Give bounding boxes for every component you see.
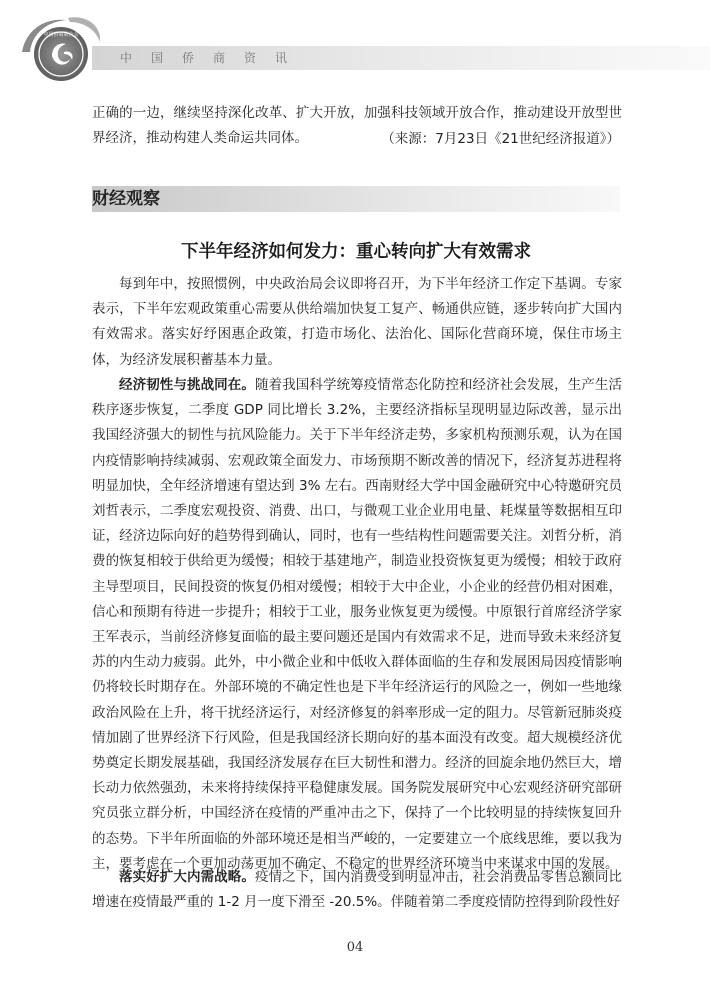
article-paragraph-2 [92, 373, 622, 877]
header-title: 中国侨商资讯 [120, 51, 307, 65]
article-title: 下半年经济如何发力：重心转向扩大有效需求 [181, 242, 531, 262]
section-band [92, 186, 620, 212]
paragraph-text: 每到年中，按照惯例，中央政治局会议即将召开，为下半年经济工作定下基调。专家表示，下半年宏观政策重心需要从供给端加快复工复产、畅通供应链，逐步转向扩大国内有效需求。落实好纾困惠企政策，打造市场化、法治化、国际化营商环境，保住市场主体，为经济发展积蓄基本力量。 [92, 276, 622, 368]
intro-paragraph: 正确的一边，继续坚持深化改革、扩大开放，加强科技领域开放合作，推动建设开放型世界经济，推动构建人类命运共同体。 [92, 105, 622, 147]
paragraph-lead: 经济韧性与挑战同在。 [119, 377, 255, 393]
paragraph-text: 随着我国科学统筹疫情常态化防控和经济社会发展，生产生活秩序逐步恢复，二季度 GDP 同比增长 3.2%，主要经济指标呈现明显边际改善，显示出我国经济强大的韧性与抗风险能力。关于下半年经济走势，多家机构预测乐观，认为在国内疫情影响持续减弱、宏观政策全面发力、市场预期不断改善的情况下，经济复苏进程将明显加快，全年经济增速有望达到 3% 左右。西南财经大学中国金融研究中心特邀研究员刘哲表示，二季度宏观投资、消费、出口，与微观工业企业用电量、耗煤量等数据相互印证，经济边际向好的趋势得到确认，同时，也有一些结构性问题需要关注。刘哲分析，消费的恢复相较于供给更为缓慢；相较于基建地产，制造业投资恢复更为缓慢；相较于政府主导型项目，民间投资的恢复仍相对缓慢；相较于大中企业，小企业的经营仍相对困难，信心和预期有待进一步提升；相较于工业，服务业恢复更为缓慢。中原银行首席经济学家王军表示，当前经济修复面临的最主要问题还是国内有效需求不足，进而导致未来经济复苏的内生动力疲弱。此外，中小微企业和中低收入群体面临的生存和发展困局因疫情影响仍将较长时期存在。外部环境的不确定性也是下半年经济运行的风险之一，例如一些地缘政治风险在上升，将干扰经济运行，对经济修复的斜率形成一定的阻力。尽管新冠肺炎疫情加剧了世界经济下行风险，但是我国经济长期向好的基本面没有改变。超大规模经济优势奠定长期发展基础，我国经济发展存在巨大韧性和潜力。经济的回旋余地仍然巨大，增长动力依然强劲，未来将持续保持平稳健康发展。国务院发展研究中心宏观经济研究部研究员张立群分析，中国经济在疫情的严重冲击之下，保持了一个比较明显的持续恢复回升的态势。下半年所面临的外部环境还是相当严峻的，一定要建立一个底线思维，要以我为主，要考虑在一个更加动荡更加不确定、不稳定的世界经济环境当中来谋求中国的发展。 [92, 377, 623, 872]
logo-text: 中国侨商联合会 [43, 32, 79, 38]
section-title: 财经观察 [92, 189, 160, 209]
intro-source: （来源：7月23日《21世纪经济报道》） [381, 131, 620, 147]
paragraph-lead: 落实好扩大内需战略。 [119, 869, 255, 885]
page-header [0, 0, 710, 100]
paragraph-text: 疫情之下，国内消费受到明显冲击，社会消费品零售总额同比增速在疫情最严重的 1-2 月一度下滑至 -20.5%。伴随着第二季度疫情防控得到阶段性好 [92, 869, 623, 911]
article-paragraph-3 [92, 865, 622, 915]
article-paragraph-1 [92, 272, 622, 373]
page-number: 04 [346, 940, 364, 955]
